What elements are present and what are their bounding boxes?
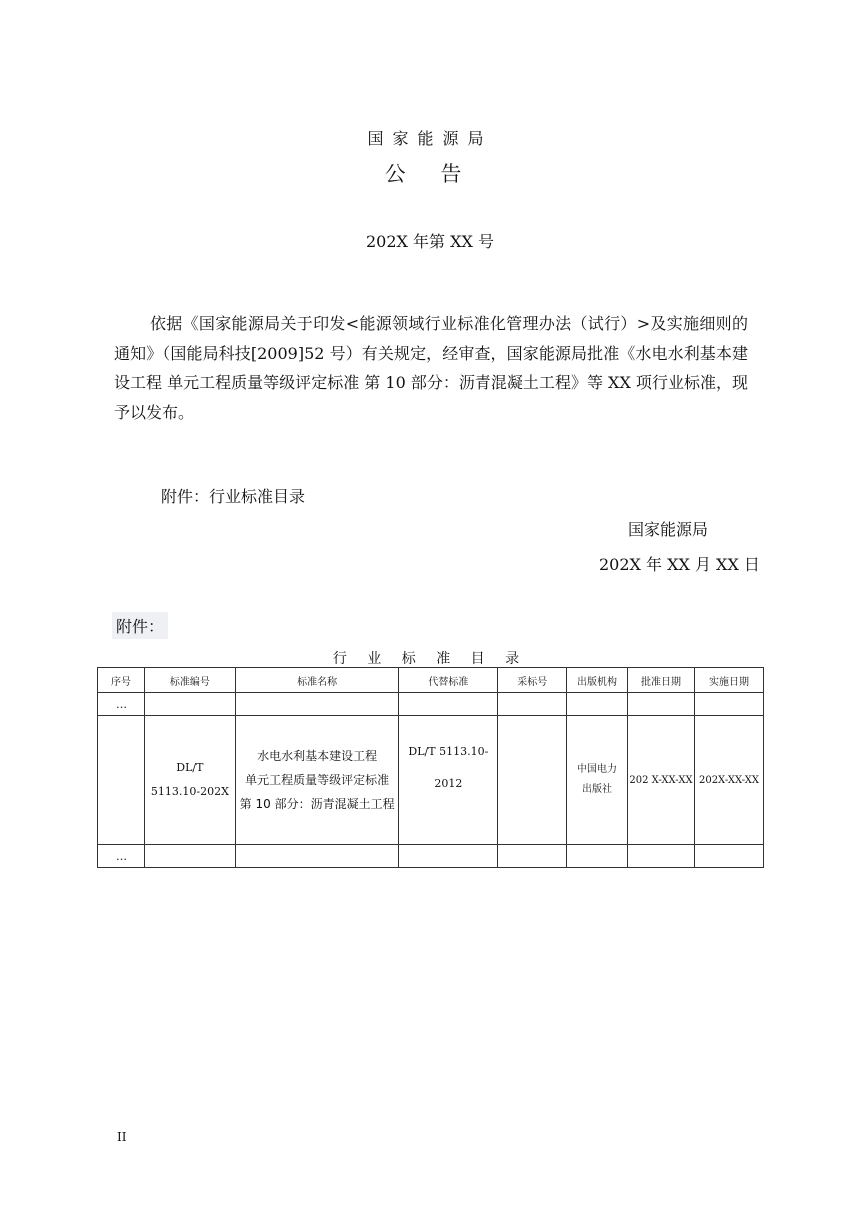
row-seq: …: [98, 693, 145, 716]
table-row: [98, 693, 764, 716]
row-effective-date: [694, 845, 763, 868]
row-replaces: [399, 693, 498, 716]
notice-number: 202X 年第 XX 号: [366, 232, 494, 251]
name-line: 第 10 部分：沥青混凝土工程: [239, 797, 395, 811]
agency-heading: 国家能源局: [367, 129, 493, 148]
row-name: [235, 693, 399, 716]
code-line: DL/T: [176, 761, 204, 774]
publisher-line: 中国电力: [577, 764, 618, 775]
row-approval-date: [627, 693, 694, 716]
row-adopted: [498, 693, 567, 716]
row-code: [144, 845, 235, 868]
row-seq: …: [98, 845, 145, 868]
row-publisher: [567, 845, 628, 868]
row-approval-date: 202 X-XX-XX: [627, 716, 694, 845]
name-line: 单元工程质量等级评定标准: [245, 773, 390, 787]
row-replaces: [399, 716, 498, 845]
column-header-effective-date: 实施日期: [694, 668, 763, 693]
code-line: 5113.10-202X: [150, 785, 229, 798]
column-header-adopted: 采标号: [498, 668, 567, 693]
table-row: [98, 716, 764, 845]
column-header-publisher: 出版机构: [567, 668, 628, 693]
replaces-line: 2012: [434, 777, 463, 790]
row-publisher: [567, 716, 628, 845]
table-row: [98, 845, 764, 868]
row-code: [144, 716, 235, 845]
row-publisher: [567, 693, 628, 716]
table-header-row: [98, 668, 764, 693]
replaces-line: DL/T 5113.10-: [408, 745, 489, 758]
column-header-name: 标准名称: [235, 668, 399, 693]
row-adopted: [498, 716, 567, 845]
name-line: 水电水利基本建设工程: [257, 749, 378, 763]
column-header-approval-date: 批准日期: [627, 668, 694, 693]
row-code: [144, 693, 235, 716]
column-header-seq: 序号: [98, 668, 145, 693]
row-seq: [98, 716, 145, 845]
issuer-signature: 国家能源局: [628, 520, 709, 539]
attachment-label: 附件：: [112, 612, 168, 639]
attachment-reference: 附件：行业标准目录: [161, 487, 306, 506]
issue-date: 202X 年 XX 月 XX 日: [599, 555, 760, 574]
row-adopted: [498, 845, 567, 868]
standards-table: [97, 667, 764, 868]
row-replaces: [399, 845, 498, 868]
row-name: [235, 716, 399, 845]
notice-body-paragraph: 依据《国家能源局关于印发<能源领域行业标准化管理办法（试行）>及实施细则的通知》（国能局科技[2009]52 号）有关规定，经审查，国家能源局批准《水电水利基本建设工程 单元工程质量等级评定标准 第 10 部分：沥青混凝土工程》等 XX 项行业标准，现予以发布。: [114, 314, 748, 422]
notice-heading: 公 告: [384, 162, 476, 186]
column-header-replaces: 代替标准: [399, 668, 498, 693]
row-effective-date: 202X-XX-XX: [694, 716, 763, 845]
publisher-line: 出版社: [582, 784, 613, 795]
row-approval-date: [627, 845, 694, 868]
column-header-code: 标准编号: [144, 668, 235, 693]
page-number: II: [117, 1130, 127, 1144]
row-effective-date: [694, 693, 763, 716]
table-title: 行 业 标 准 目 录: [332, 651, 528, 667]
row-name: [235, 845, 399, 868]
